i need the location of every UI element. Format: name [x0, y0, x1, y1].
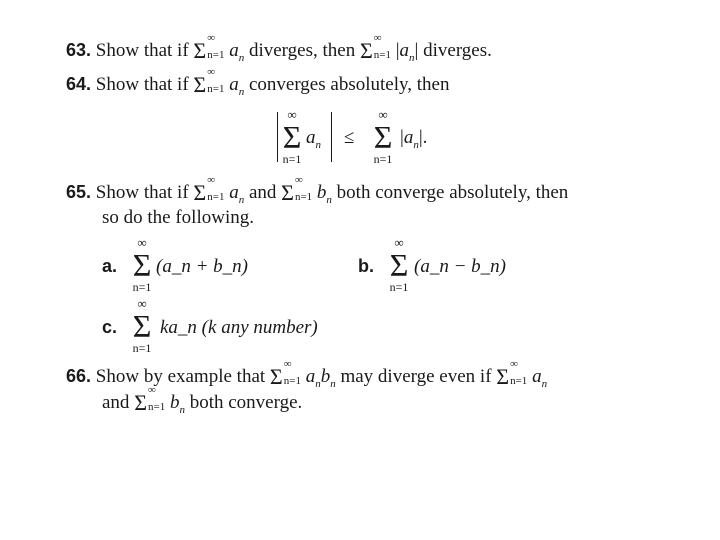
problem-text: both converge. — [189, 392, 303, 413]
big-sum: ∞ Σ n=1 — [389, 235, 409, 294]
problem-65-line-2: so do the following. — [102, 207, 254, 228]
sum-symbol: Σ — [193, 38, 207, 63]
big-sum: ∞ Σ n=1 — [373, 107, 393, 166]
problem-66-line-2: and Σ ∞ n=1 $b_n$ both converge. — [102, 384, 303, 416]
sum-symbol: Σ — [281, 180, 294, 205]
sum-symbol: Σ — [134, 390, 147, 415]
sum-symbol: Σ — [496, 364, 510, 389]
sum-symbol: Σ — [269, 364, 283, 389]
problem-number: 63. — [66, 40, 92, 60]
sum-limits: ∞ n=1 — [148, 384, 166, 414]
big-sum: ∞ Σ n=1 — [132, 235, 152, 294]
problem-65: 65. Show that if Σ ∞ n=1 $a_n$ and Σ ∞ n=1 $b_n$ both converge absolutely, then — [66, 174, 569, 206]
problem-number: 66. — [66, 366, 92, 386]
part-label-a: a. — [102, 256, 118, 276]
problem-text: converges absolutely, then — [248, 74, 450, 95]
sum-limits: ∞ n=1 — [510, 358, 528, 388]
part-label-b: b. — [358, 256, 374, 276]
problem-text: Show that if — [95, 182, 189, 203]
summand: $|a_n|$. — [400, 127, 428, 151]
sum-symbol: Σ — [359, 38, 373, 63]
part-expr-a: (a_n + b_n) — [156, 256, 248, 277]
problem-number: 64. — [66, 74, 92, 94]
sum-limits: ∞ n=1 — [207, 66, 225, 96]
abs-bar-right — [331, 112, 332, 162]
big-sum: ∞ Σ n=1 — [282, 107, 302, 166]
leq-sign: ≤ — [344, 127, 355, 148]
problem-text: may diverge even if — [340, 366, 492, 387]
problem-text: diverges, then — [248, 40, 356, 61]
sum-limits: ∞ n=1 — [283, 358, 301, 388]
sum-symbol: Σ — [193, 72, 207, 97]
problem-text: Show that if — [95, 40, 189, 61]
sum-limits: ∞ n=1 — [207, 174, 225, 204]
part-label-c: c. — [102, 317, 118, 337]
problem-text: and — [102, 392, 130, 413]
problem-text: and — [248, 182, 277, 203]
problem-text: Show by example that — [95, 366, 266, 387]
problem-text: both converge absolutely, then — [336, 182, 569, 203]
sum-limits: ∞ n=1 — [373, 32, 391, 62]
sum-limits: ∞ n=1 — [294, 174, 313, 204]
problem-64: 64. Show that if Σ ∞ n=1 $a_n$ converges absolutely, then — [66, 66, 450, 98]
problem-text: Show that if — [95, 74, 189, 95]
problem-66: 66. Show by example that Σ ∞ n=1 $a_nb_n$ may diverge even if Σ ∞ n=1 $a_n$ — [66, 358, 548, 390]
problem-number: 65. — [66, 182, 92, 202]
problem-63: 63. Show that if Σ ∞ n=1 $a_n$ diverges, then Σ ∞ n=1 $|a_n|$ diverges. — [66, 32, 492, 64]
abs-bar-left — [277, 112, 278, 162]
part-expr-c: ka_n (k any number) — [160, 317, 318, 338]
summand: $a_n$ — [306, 127, 321, 151]
part-expr-b: (a_n − b_n) — [414, 256, 506, 277]
big-sum: ∞ Σ n=1 — [132, 296, 152, 355]
sum-symbol: Σ — [193, 180, 207, 205]
problem-text: diverges. — [423, 40, 492, 61]
sum-limits: ∞ n=1 — [207, 32, 225, 62]
